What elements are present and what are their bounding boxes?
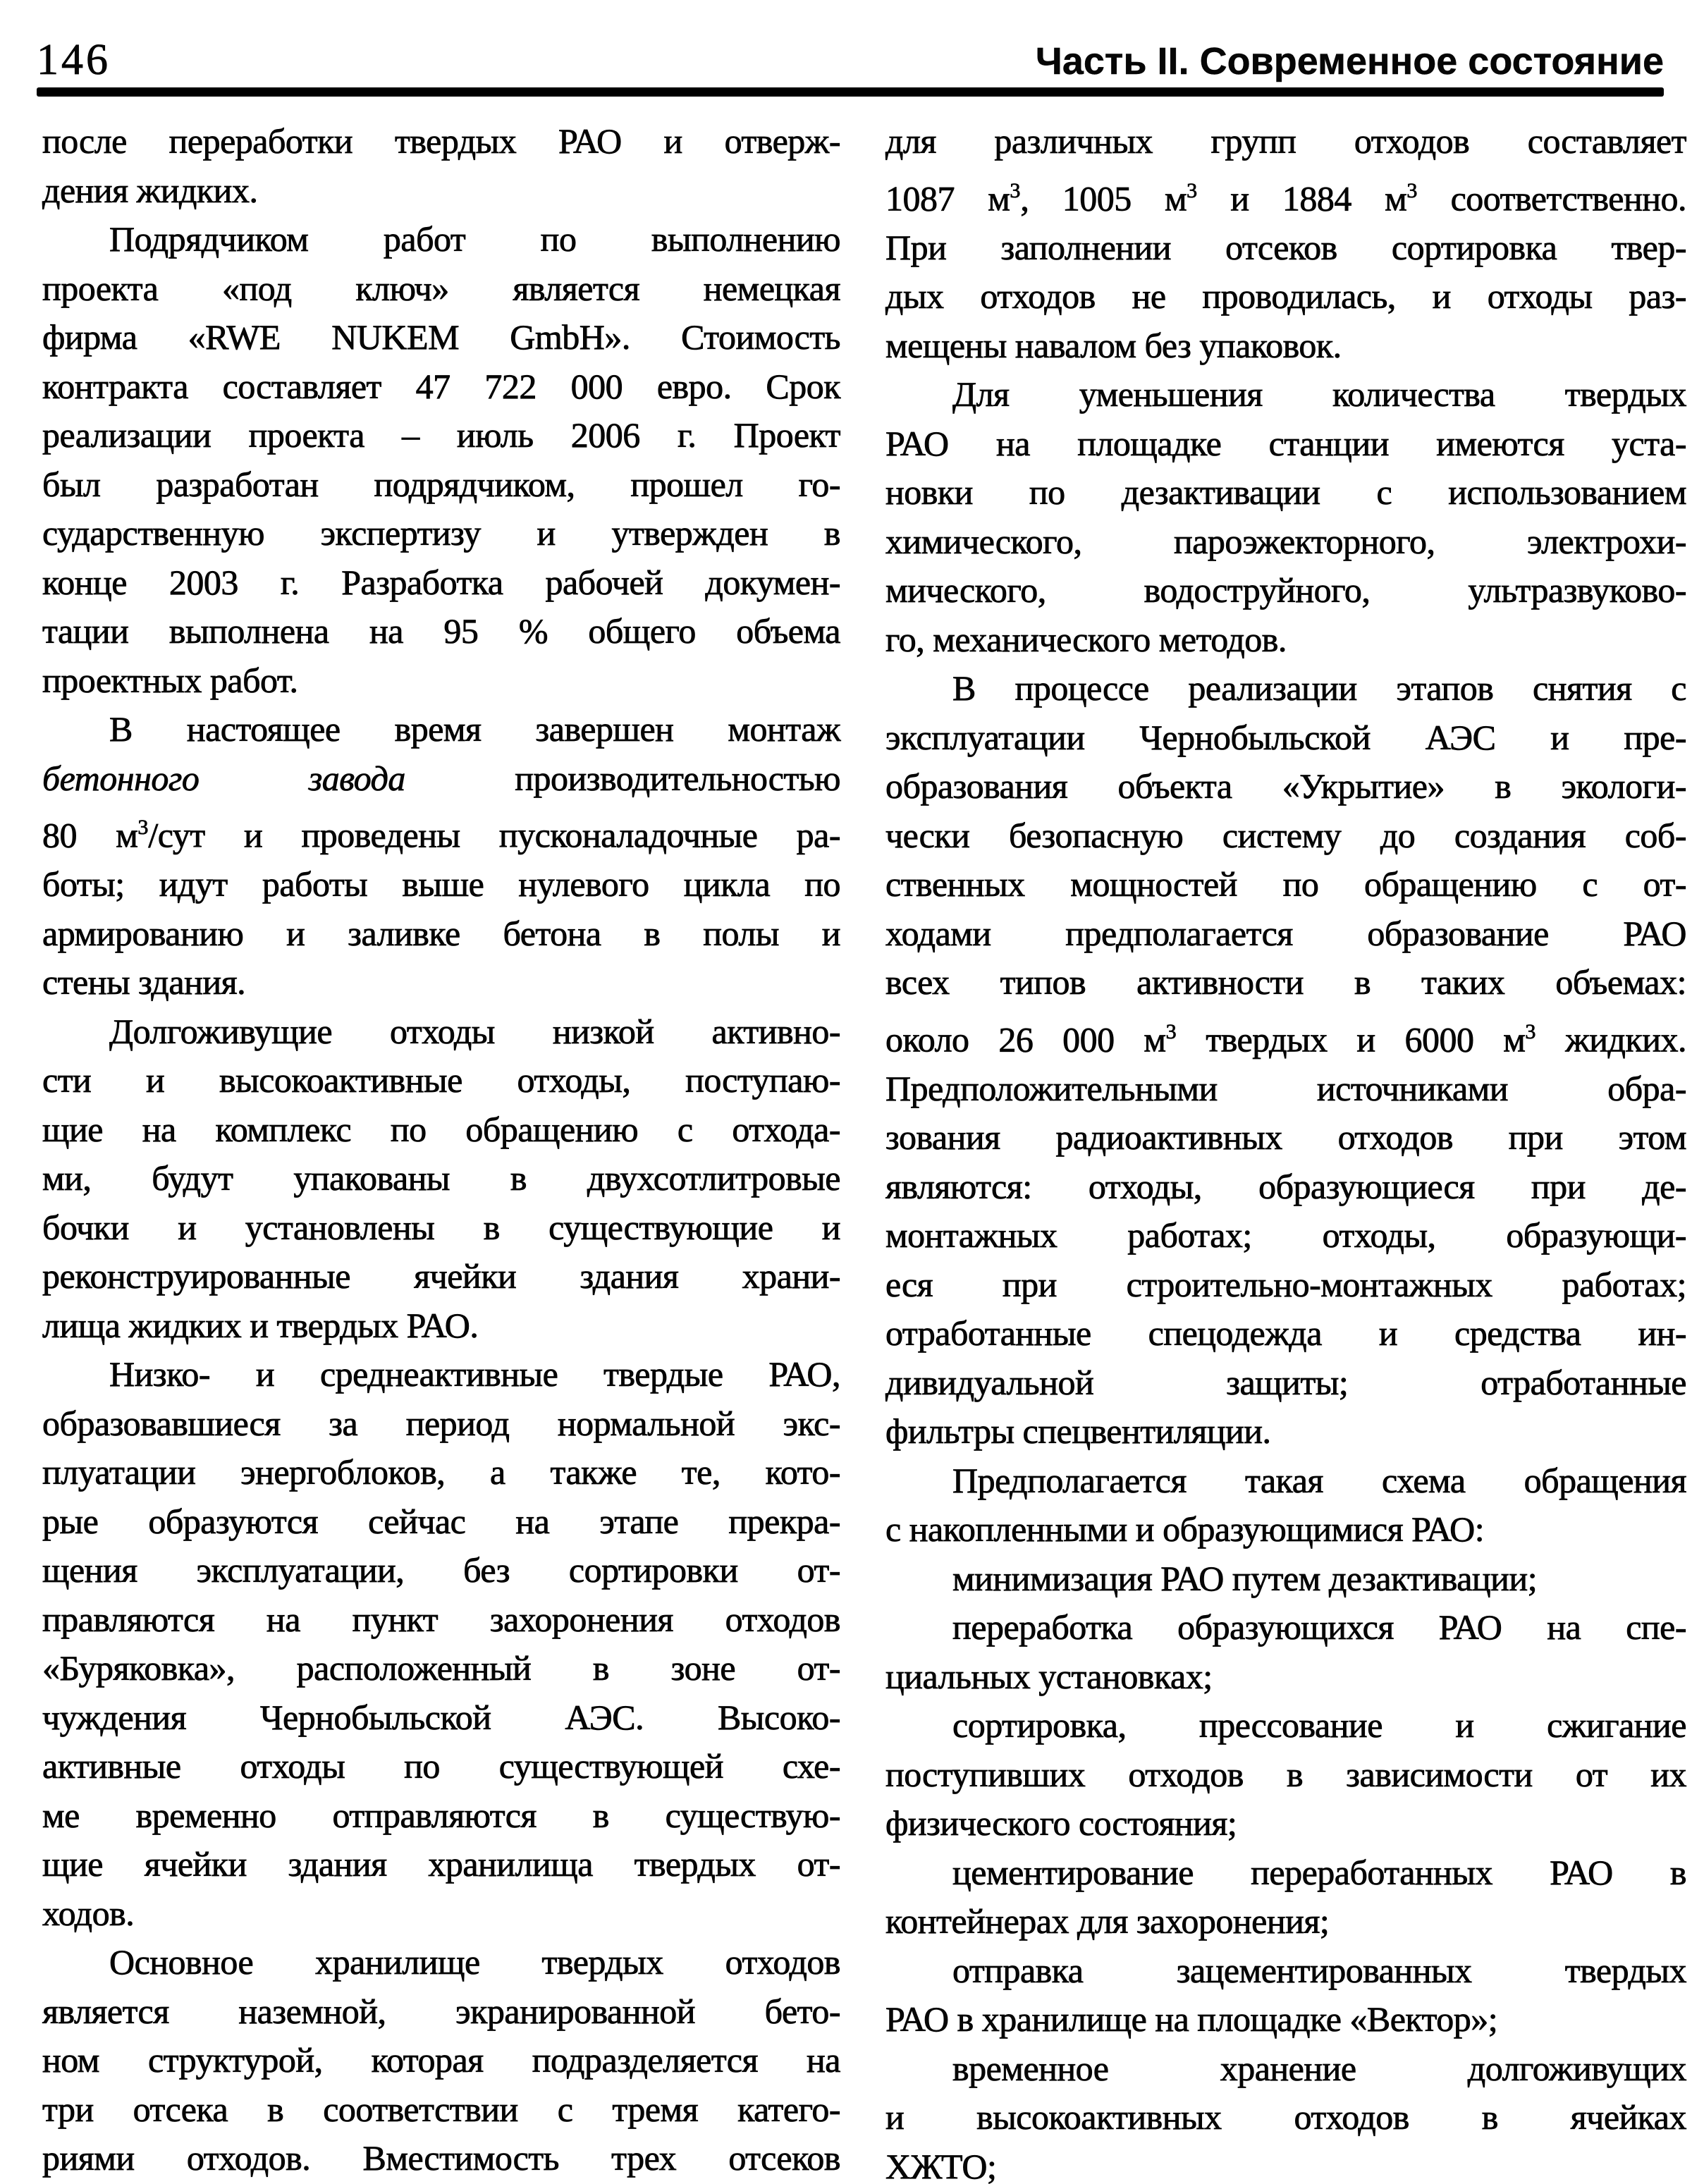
page-number: 146: [37, 36, 111, 84]
text-line: ходами предполагается образование РАО: [885, 913, 1686, 953]
page-header: [37, 13, 1664, 82]
text-line: ственных мощностей по обращению с от-: [885, 864, 1686, 904]
text-line: рые образуются сейчас на этапе прекра-: [42, 1501, 840, 1541]
text-line: «Буряковка», расположенный в зоне от-: [42, 1648, 840, 1688]
text-line: боты; идут работы выше нулевого цикла по: [42, 864, 840, 904]
text-line: Предположительными источниками обра-: [885, 1068, 1686, 1108]
text-line: химического, пароэжекторного, электрохи-: [885, 521, 1686, 561]
text-line: для различных групп отходов составляет: [885, 121, 1686, 161]
text-line: конце 2003 г. Разработка рабочей докумен-: [42, 562, 840, 602]
text-line: Низко- и среднеактивные твердые РАО,: [109, 1354, 840, 1394]
text-line: Для уменьшения количества твердых: [952, 374, 1686, 415]
text-line: после переработки твердых РАО и отверж-: [42, 121, 840, 161]
text-line: являются: отходы, образующиеся при де-: [885, 1166, 1686, 1206]
text-line: ном структурой, которая подразделяется на: [42, 2040, 840, 2080]
text-line: временное хранение долгоживущих: [952, 2048, 1686, 2088]
text-line: фирма «RWE NUKEM GmbH». Стоимость: [42, 317, 840, 357]
text-line: с накопленными и образующимися РАО:: [885, 1509, 1485, 1550]
text-line: проектных работ.: [42, 660, 298, 700]
text-line: дивидуальной защиты; отработанные: [885, 1362, 1686, 1402]
text-line: около 26 000 $м^3$ твердых и 6000 $м^3$ жидких.: [885, 1019, 1686, 1060]
header-rule: [37, 87, 1664, 97]
text-line: минимизация РАО путем дезактивации;: [952, 1558, 1538, 1598]
text-line: образования объекта «Укрытие» в экологи-: [885, 766, 1686, 806]
text-line: стены здания.: [42, 962, 246, 1002]
text-line: 1087 $м^3$, 1005 $м^3$ и 1884 $м^3$ соответственно.: [885, 178, 1687, 219]
text-line: РАО на площадке станции имеются уста-: [885, 423, 1686, 463]
text-line: щие на комплекс по обращению с отхода-: [42, 1109, 840, 1149]
text-line: был разработан подрядчиком, прошел го-: [42, 464, 840, 504]
text-line: РАО в хранилище на площадке «Вектор»;: [885, 1999, 1498, 2039]
text-line: мического, водоструйного, ультразвуково-: [885, 570, 1686, 611]
text-line: три отсека в соответствии с тремя катего-: [42, 2089, 840, 2129]
text-line: контракта составляет 47 722 000 евро. Срок: [42, 366, 840, 406]
text-line: сударственную экспертизу и утвержден в: [42, 513, 840, 553]
section-title: Часть II. Современное состояние: [1035, 40, 1664, 82]
text-line: еся при строительно-монтажных работах;: [885, 1264, 1686, 1304]
text-line: реализации проекта – июль 2006 г. Проект: [42, 415, 840, 455]
text-line: фильтры спецвентиляции.: [885, 1411, 1271, 1452]
text-line: При заполнении отсеков сортировка твер-: [885, 227, 1686, 267]
text-line: ходов.: [42, 1893, 135, 1933]
text-line: В процессе реализации этапов снятия с: [952, 668, 1686, 708]
text-line: бетонного завода производительностью: [42, 758, 840, 798]
text-line: го, механического методов.: [885, 619, 1287, 659]
text-line: лища жидких и твердых РАО.: [42, 1305, 479, 1345]
text-line: ХЖТО;: [885, 2146, 997, 2184]
text-line: плуатации энергоблоков, а также те, кото-: [42, 1452, 840, 1492]
text-line: отработанные спецодежда и средства ин-: [885, 1313, 1686, 1354]
text-line: Предполагается такая схема обращения: [952, 1460, 1686, 1500]
text-line: образовавшиеся за период нормальной экс-: [42, 1403, 840, 1443]
text-line: В настоящее время завершен монтаж: [109, 709, 840, 749]
text-line: мещены навалом без упаковок.: [885, 325, 1342, 365]
text-line: Подрядчиком работ по выполнению: [109, 219, 840, 259]
text-line: дых отходов не проводилась, и отходы раз-: [885, 276, 1686, 317]
text-line: правляются на пункт захоронения отходов: [42, 1599, 840, 1639]
text-line: зования радиоактивных отходов при этом: [885, 1117, 1686, 1158]
text-line: активные отходы по существующей схе-: [42, 1746, 840, 1786]
text-line: риями отходов. Вместимость трех отсеков: [42, 2138, 840, 2178]
text-line: сортировка, прессование и сжигание: [952, 1705, 1686, 1746]
text-line: является наземной, экранированной бето-: [42, 1991, 840, 2031]
text-line: физического состояния;: [885, 1803, 1237, 1843]
text-line: 80 $м^3$/сут и проведены пусконаладочные ра-: [42, 815, 840, 855]
text-line: ми, будут упакованы в двухсотлитровые: [42, 1158, 840, 1198]
text-line: и высокоактивных отходов в ячейках: [885, 2097, 1686, 2137]
text-line: циальных установках;: [885, 1656, 1213, 1696]
text-line: чески безопасную систему до создания соб-: [885, 815, 1686, 855]
text-line: сти и высокоактивные отходы, поступаю-: [42, 1060, 840, 1100]
text-line: переработка образующихся РАО на спе-: [952, 1607, 1686, 1648]
text-line: дения жидких.: [42, 170, 258, 210]
text-line: Долгоживущие отходы низкой активно-: [109, 1011, 840, 1051]
text-line: Основное хранилище твердых отходов: [109, 1942, 840, 1982]
right-column: [885, 117, 1686, 2184]
text-line: тации выполнена на 95 % общего объема: [42, 611, 840, 651]
text-line: контейнерах для захоронения;: [885, 1901, 1330, 1941]
text-line: армированию и заливке бетона в полы и: [42, 913, 840, 953]
text-line: цементирование переработанных РАО в: [952, 1852, 1686, 1892]
text-line: бочки и установлены в существующие и: [42, 1207, 840, 1247]
text-line: отправка зацементированных твердых: [952, 1950, 1686, 1990]
text-line: всех типов активности в таких объемах:: [885, 962, 1686, 1002]
text-line: щения эксплуатации, без сортировки от-: [42, 1550, 840, 1590]
text-line: ме временно отправляются в существую-: [42, 1795, 840, 1835]
text-line: проекта «под ключ» является немецкая: [42, 268, 840, 308]
left-column: [42, 117, 840, 2183]
text-line: поступивших отходов в зависимости от их: [885, 1754, 1686, 1794]
text-line: новки по дезактивации с использованием: [885, 472, 1686, 513]
text-line: монтажных работах; отходы, образующи-: [885, 1215, 1686, 1256]
text-line: эксплуатации Чернобыльской АЭС и пре-: [885, 717, 1686, 757]
text-line: реконструированные ячейки здания храни-: [42, 1256, 840, 1296]
text-line: чуждения Чернобыльской АЭС. Высоко-: [42, 1697, 840, 1737]
text-line: щие ячейки здания хранилища твердых от-: [42, 1844, 840, 1884]
